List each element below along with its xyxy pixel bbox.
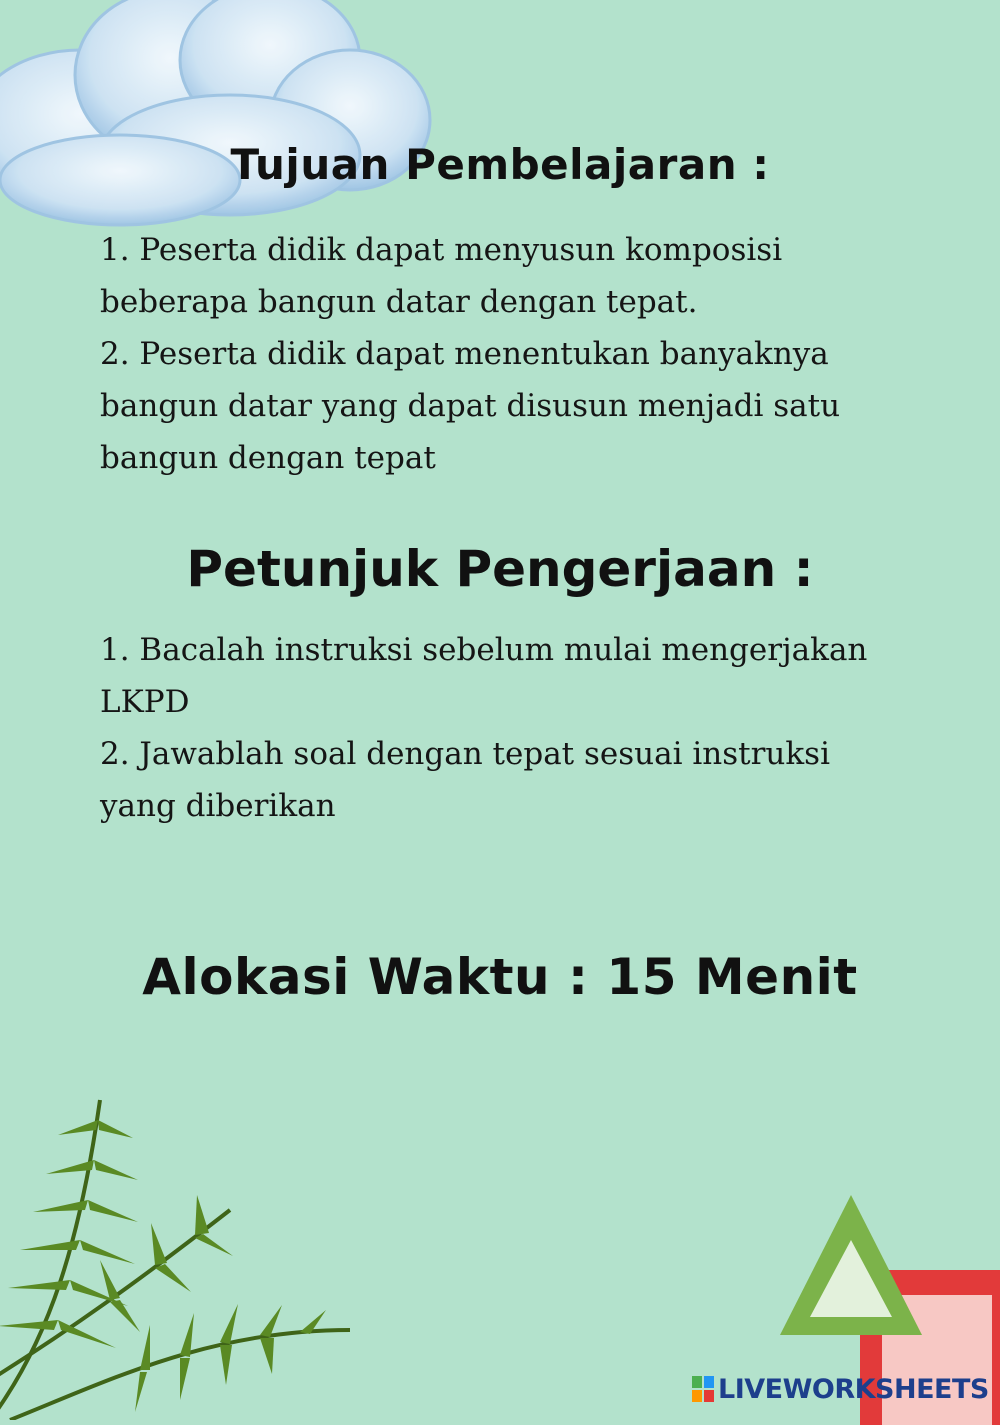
tujuan-line: 2. Peserta didik dapat menentukan banyaknya <box>100 336 829 372</box>
tujuan-pembelajaran-title: Tujuan Pembelajaran : <box>230 140 770 189</box>
petunjuk-pengerjaan-list <box>100 624 920 832</box>
alokasi-waktu: Alokasi Waktu : 15 Menit <box>142 948 858 1006</box>
petunjuk-line: LKPD <box>100 684 190 720</box>
palm-leaves-illustration <box>0 1080 370 1420</box>
petunjuk-line: yang diberikan <box>100 788 336 824</box>
brand-text: LIVEWORKSHEETS <box>718 1373 989 1405</box>
petunjuk-pengerjaan-title: Petunjuk Pengerjaan : <box>186 540 814 598</box>
cloud-illustration <box>0 0 490 240</box>
tujuan-line: bangun datar yang dapat disusun menjadi satu <box>100 388 841 424</box>
liveworksheets-logo-icon <box>692 1376 714 1402</box>
petunjuk-line: 2. Jawablah soal dengan tepat sesuai instruksi <box>100 736 830 772</box>
liveworksheets-logo <box>692 1372 989 1406</box>
petunjuk-line: 1. Bacalah instruksi sebelum mulai mengerjakan <box>100 632 868 668</box>
tujuan-line: beberapa bangun datar dengan tepat. <box>100 284 698 320</box>
tujuan-pembelajaran-list <box>100 224 920 484</box>
tujuan-line: 1. Peserta didik dapat menyusun komposisi <box>100 232 783 268</box>
tujuan-line: bangun dengan tepat <box>100 440 436 476</box>
